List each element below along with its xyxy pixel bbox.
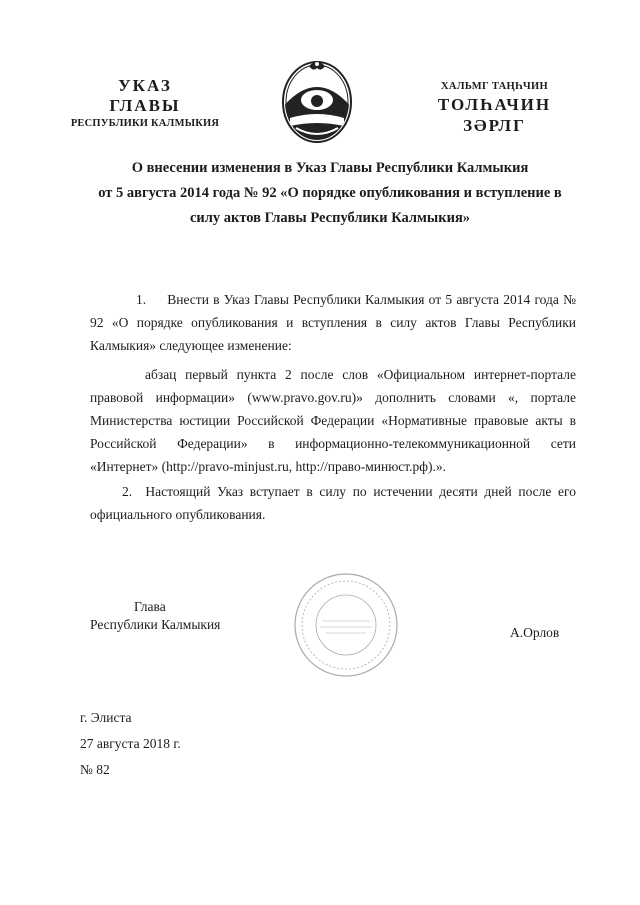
header-right-line1: ХАЛЬМГ ТАҢҺЧИН bbox=[441, 81, 548, 92]
signature-name: А.Орлов bbox=[510, 625, 560, 640]
footer-city: г. Элиста bbox=[80, 710, 132, 725]
header-right bbox=[412, 80, 577, 136]
footer-date: 27 августа 2018 г. bbox=[80, 736, 181, 751]
signature-title-line1: Глава bbox=[134, 599, 166, 614]
paragraph-1: 1. Внести в Указ Главы Республики Калмыкия от 5 августа 2014 года № 92 «О порядке опубликования и вступления в силу актов Главы Республики Калмыкия» следующее изменение: bbox=[90, 292, 576, 353]
header-left-line1: УКАЗ bbox=[118, 76, 172, 95]
signature-title bbox=[90, 598, 220, 634]
document-body bbox=[90, 288, 576, 526]
document-title bbox=[80, 156, 580, 231]
title-line2: от 5 августа 2014 года № 92 «О порядке опубликования и вступление в bbox=[98, 185, 562, 201]
title-line1: О внесении изменения в Указ Главы Республики Калмыкия bbox=[131, 160, 529, 176]
header-right-line2: ТОЛҺАЧИН bbox=[437, 95, 552, 114]
document-footer bbox=[80, 705, 181, 783]
kalmykia-emblem-icon bbox=[276, 56, 358, 144]
paragraph-amendment: абзац первый пункта 2 после слов «Официальном интернет-портале правовой информации» (www.pravo.gov.ru)» дополнить словами «, портале Министерства юстиции Российской Федерации «Нормативные правовые акты в Российской Федерации» в информационно-телекоммуникационной сети «Интернет» (http://pravo-minjust.ru, http://право-минюст.рф).». bbox=[90, 367, 576, 474]
header-left-line2: ГЛАВЫ bbox=[109, 96, 181, 115]
paragraph-2: 2. Настоящий Указ вступает в силу по истечении десяти дней после его официального опубликования. bbox=[90, 484, 576, 522]
title-line3: силу актов Главы Республики Калмыкия» bbox=[189, 210, 471, 226]
footer-number: № 82 bbox=[80, 762, 110, 777]
official-stamp-icon bbox=[292, 571, 400, 679]
header-left bbox=[60, 76, 230, 132]
header-right-line3: ЗӘРЛГ bbox=[463, 116, 526, 135]
signature-title-line2: Республики Калмыкия bbox=[90, 617, 221, 632]
header-left-line3: РЕСПУБЛИКИ КАЛМЫКИЯ bbox=[70, 118, 220, 129]
